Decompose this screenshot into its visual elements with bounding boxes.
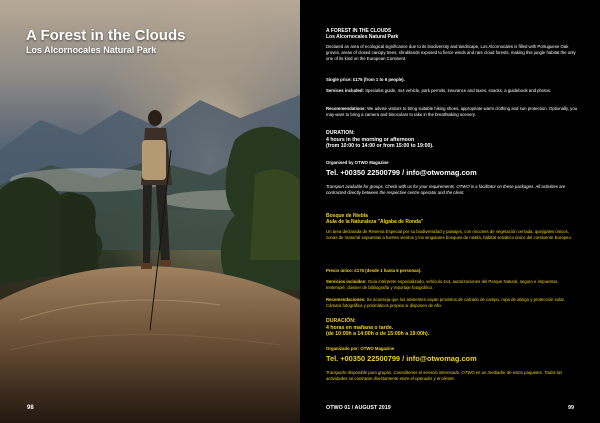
english-duration-line-2: (from 10:00 to 14:00 or from 15:00 to 19:00). (326, 143, 434, 149)
spanish-note: Transporte disponible para grupos. Consúltenos el servicio interesado. OTWO es un mediador de estos paquetes. Todas las actividades se contratan directamente entre el operador y el cliente. (326, 370, 563, 382)
spanish-services (326, 279, 578, 291)
english-recommendations-label: Recommendations: (326, 106, 366, 111)
english-duration-label: DURATION: (326, 130, 355, 136)
english-contact[interactable]: Tel. +00350 22500799 / info@otwomag.com (326, 168, 477, 177)
spanish-duration-line-1: 4 horas en mañana o tarde. (326, 324, 394, 331)
page-number-right: 99 (568, 405, 574, 411)
spanish-duration-label: DURACIÓN: (326, 318, 356, 324)
english-intro: Declared an area of ecological significance due to its biodiversity and landscape, Los Alcornocales is filled with Portuguese Oak groves, areas of closed canopy trees, shrublands exposed to fierce winds and rare cloud forests, making this jungle habitat the only one of its kind on the European Continent. (326, 44, 576, 62)
english-duration (326, 130, 578, 150)
spanish-contact[interactable]: Tel. +00350 22500799 / info@otwomag.com (326, 354, 477, 363)
english-services-label: Services included: (326, 88, 364, 93)
spanish-heading-1: Bosque de Niebla (326, 213, 368, 219)
english-price: Single price: £175 (from 1 to 6 people). (326, 77, 405, 82)
spanish-price: Precio único: £175 (desde 1 hasta 6 personas). (326, 268, 422, 273)
english-organised-by: Organised by OTWO Magazine (326, 160, 389, 165)
spanish-recommendations-label: Recomendaciones: (326, 297, 366, 302)
english-recommendations-text: We advise visitors to bring suitable hiking shoes, appropriate warm clothing and sun protection. Optionally, you may want to bring a camera and binoculars to take in the breathtaking scenery. (326, 106, 578, 118)
magazine-issue-footer: OTWO 01 / AUGUST 2019 (326, 405, 391, 411)
article-subtitle: Los Alcornocales Natural Park (26, 45, 157, 55)
spanish-heading-2: Aula de la Naturaleza "Algaba de Ronda" (326, 219, 424, 226)
article-title: A Forest in the Clouds (26, 27, 186, 44)
english-services (326, 88, 578, 94)
english-note: Transport available for groups. Check with us for your requirements. OTWO is a facilitator on these packages. All activities are contracted directly between the respective centre operator and the client. (326, 184, 566, 196)
spanish-organised-by: Organizado por: OTWO Magazine (326, 346, 395, 351)
spanish-duration (326, 318, 578, 338)
spanish-intro: Un área declarada de Reserva Especial por su biodiversidad y paisajes, con rincones de vegetación cerrada, quejigales únicos, zonas de matorral expuestas a fuertes vientos y los singulares bosques de niebla, hábitat selvático único del continente Europeo. (326, 229, 573, 241)
english-heading-1: A FOREST IN THE CLOUDS (326, 28, 392, 34)
spanish-services-text: Guía intérprete especializado, vehículo 4x4, autorizaciones del Parque Natural, seguro e impuestos, tentempié, dossier de bibliografía y reportaje fotográfico. (326, 279, 559, 291)
spanish-recommendations (326, 297, 578, 309)
english-duration-line-1: 4 hours in the morning or afternoon (326, 136, 415, 143)
spanish-duration-line-2: (de 10:00h a 14:00h o de 15:00h a 19:00h). (326, 331, 430, 337)
spanish-section (326, 213, 578, 225)
spanish-recommendations-text: Se aconseja que los asistentes vayan provistos de calzado de campo, ropa de abrigo y protección solar. Cámara fotográfica y prismáticos propios si disponen de ello. (326, 297, 565, 309)
page-number-left: 98 (27, 405, 34, 411)
spanish-services-label: Servicios incluidos: (326, 279, 367, 284)
english-recommendations (326, 106, 578, 118)
right-page-text (300, 0, 600, 423)
english-heading-2: Los Alcornocales Natural Park (326, 34, 399, 41)
english-section (326, 28, 578, 40)
english-services-text: Specialist guide, 4x4 vehicle, park permits, insurance and taxes, snacks, a guidebook and photos. (365, 88, 552, 93)
